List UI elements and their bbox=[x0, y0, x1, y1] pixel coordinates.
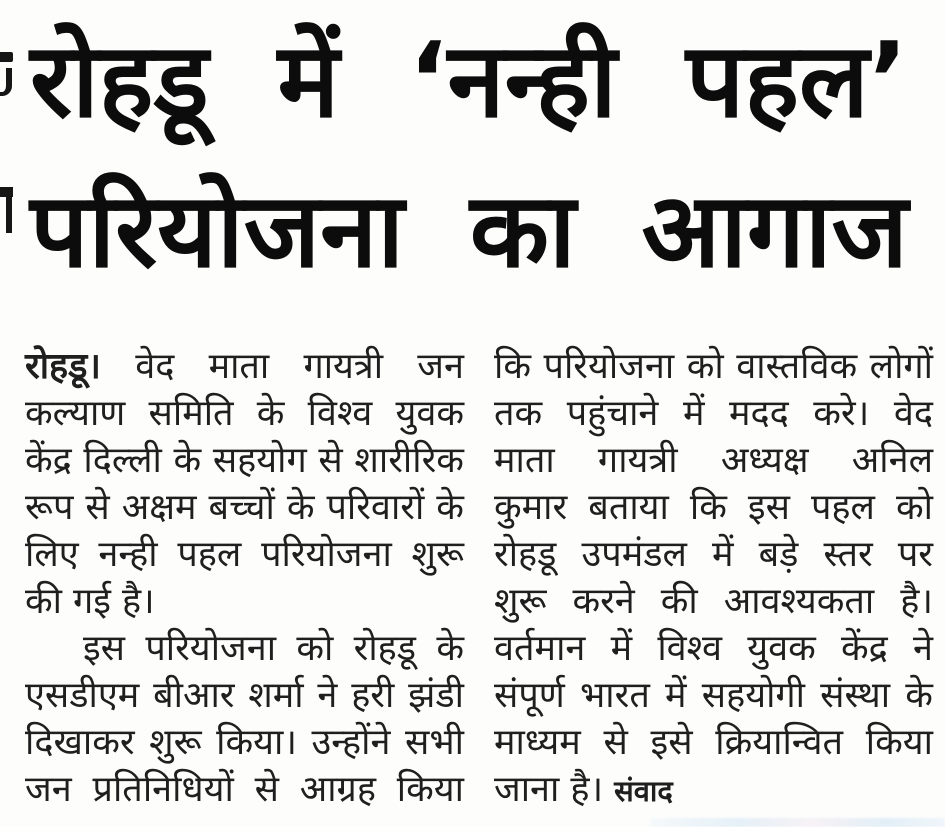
word: पहुंचाने bbox=[566, 393, 659, 434]
word: की bbox=[25, 581, 62, 622]
word: के bbox=[256, 393, 285, 434]
word: परियोजना bbox=[543, 346, 675, 387]
word: परिवारों bbox=[326, 487, 425, 528]
word: माध्यम bbox=[494, 722, 581, 763]
word: दिखाकर bbox=[25, 722, 135, 763]
word: झंडी bbox=[408, 675, 464, 716]
word: बताया bbox=[588, 487, 669, 528]
word: किया। bbox=[216, 722, 297, 763]
word: के bbox=[436, 487, 464, 528]
word: आगाज bbox=[641, 171, 908, 291]
correspondent-credit: संवाद bbox=[614, 774, 673, 808]
word: केंद्र bbox=[25, 440, 72, 481]
word: तक bbox=[494, 393, 543, 434]
word: युवक bbox=[747, 628, 816, 669]
word: है। bbox=[121, 581, 155, 622]
word: विश्व bbox=[657, 628, 722, 669]
word: वास्तविक bbox=[736, 346, 858, 387]
text-line bbox=[25, 719, 464, 766]
text-line bbox=[494, 625, 933, 672]
print-bleed-artifact bbox=[650, 818, 945, 827]
text-line bbox=[494, 437, 933, 484]
word: कल्याण bbox=[25, 393, 126, 434]
text-line bbox=[494, 343, 933, 390]
text-line bbox=[25, 343, 464, 390]
word: में bbox=[277, 21, 340, 141]
word: के bbox=[905, 675, 933, 716]
word: के bbox=[286, 487, 315, 528]
word: सहयोग bbox=[212, 440, 307, 481]
word: करने bbox=[572, 581, 635, 622]
word: इस bbox=[747, 487, 790, 528]
text-line bbox=[25, 625, 464, 672]
cropped-text-fragment bbox=[0, 52, 13, 62]
text-line bbox=[494, 390, 933, 437]
word: विश्व bbox=[307, 393, 373, 434]
cropped-text-fragment bbox=[0, 187, 13, 197]
text-line bbox=[25, 437, 464, 484]
word: शर्मा bbox=[248, 675, 304, 716]
word: लिए bbox=[25, 534, 79, 575]
word: हरी bbox=[351, 675, 395, 716]
text-line bbox=[25, 672, 464, 719]
word: करे। bbox=[813, 393, 870, 434]
word: जन bbox=[25, 769, 72, 810]
text-line bbox=[494, 719, 933, 766]
word: शुरू bbox=[411, 534, 464, 575]
word: सहयोगी bbox=[701, 675, 805, 716]
word: शुरू bbox=[149, 722, 202, 763]
word: की bbox=[660, 581, 698, 622]
word: उपमंडल bbox=[581, 534, 687, 575]
word: युवक bbox=[395, 393, 464, 434]
word: इस bbox=[83, 628, 126, 669]
word: जन bbox=[417, 346, 464, 387]
word: एसडीएम bbox=[25, 675, 140, 716]
article-column-left bbox=[25, 343, 464, 813]
word: संस्था bbox=[820, 675, 891, 716]
word: को bbox=[895, 487, 933, 528]
word: माता bbox=[208, 346, 270, 387]
word: कुमार bbox=[494, 487, 568, 528]
word: दिल्ली bbox=[83, 440, 162, 481]
dateline: रोहडू। bbox=[25, 346, 102, 387]
word: गई bbox=[72, 581, 111, 622]
word: अक्षम bbox=[121, 487, 197, 528]
text-line bbox=[494, 484, 933, 531]
word: नन्ही bbox=[98, 534, 158, 575]
word: से bbox=[318, 440, 343, 481]
headline bbox=[30, 6, 908, 306]
word: स्तर bbox=[823, 534, 873, 575]
headline-line bbox=[30, 156, 908, 306]
word: रूप bbox=[25, 487, 74, 528]
text-line bbox=[25, 766, 464, 813]
word: रोहडू bbox=[494, 534, 557, 575]
word: में bbox=[665, 675, 687, 716]
word: किया bbox=[865, 722, 933, 763]
word: शारीरिक bbox=[354, 440, 464, 481]
word: वेद bbox=[135, 346, 175, 387]
word: में bbox=[682, 393, 705, 434]
headline-line bbox=[30, 6, 908, 156]
word: केंद्र bbox=[840, 628, 888, 669]
word: बीआर bbox=[153, 675, 235, 716]
word: अनिल bbox=[851, 440, 933, 481]
word: में bbox=[610, 628, 633, 669]
word: के bbox=[436, 628, 464, 669]
word: पहल’ bbox=[685, 21, 908, 141]
word: से bbox=[85, 487, 110, 528]
word: भारत bbox=[579, 675, 650, 716]
word: है। bbox=[900, 581, 933, 622]
word: कि bbox=[494, 346, 531, 387]
word: से bbox=[603, 722, 628, 763]
word: शुरू bbox=[494, 581, 547, 622]
word: उन्होंने bbox=[311, 722, 391, 763]
word: परियोजना bbox=[145, 628, 277, 669]
word: इसे bbox=[650, 722, 693, 763]
text-line bbox=[494, 672, 933, 719]
word: पहल bbox=[177, 534, 242, 575]
word: पहल bbox=[810, 487, 875, 528]
word: जाना bbox=[494, 769, 560, 810]
article-body bbox=[25, 343, 933, 813]
word: परियोजना bbox=[261, 534, 392, 575]
word: रोहडू bbox=[30, 21, 209, 141]
word: को bbox=[686, 346, 724, 387]
word: रोहडू bbox=[353, 628, 417, 669]
article-column-right bbox=[494, 343, 933, 813]
word: गायत्री bbox=[303, 346, 384, 387]
word: माता bbox=[494, 440, 555, 481]
word: के bbox=[173, 440, 202, 481]
word: सभी bbox=[404, 722, 464, 763]
word: मदद bbox=[728, 393, 789, 434]
text-line bbox=[25, 578, 464, 625]
word: ने bbox=[317, 675, 338, 716]
text-line bbox=[494, 766, 933, 813]
word: परियोजना bbox=[30, 171, 404, 291]
word: को bbox=[296, 628, 334, 669]
word: बच्चों bbox=[208, 487, 275, 528]
word: प्रतिनिधियों bbox=[92, 769, 234, 810]
word: से bbox=[254, 769, 279, 810]
word: क्रियान्वित bbox=[715, 722, 844, 763]
word: समिति bbox=[148, 393, 234, 434]
text-line bbox=[494, 578, 933, 625]
word: अध्यक्ष bbox=[720, 440, 809, 481]
text-line bbox=[25, 390, 464, 437]
word: वर्तमान bbox=[494, 628, 586, 669]
word: ‘नन्ही bbox=[408, 21, 617, 141]
text-line bbox=[25, 531, 464, 578]
word: पर bbox=[897, 534, 933, 575]
word: बड़े bbox=[758, 534, 799, 575]
word: लोगों bbox=[869, 346, 933, 387]
word: आग्रह bbox=[299, 769, 376, 810]
word: ने bbox=[912, 628, 933, 669]
word: किया bbox=[396, 769, 464, 810]
word: में bbox=[711, 534, 734, 575]
text-line bbox=[25, 484, 464, 531]
word: आवश्यकता bbox=[723, 581, 875, 622]
word: कि bbox=[689, 487, 727, 528]
word: वेद bbox=[893, 393, 933, 434]
word: है। bbox=[570, 769, 604, 810]
word: का bbox=[469, 171, 576, 291]
text-line bbox=[494, 531, 933, 578]
word: संपूर्ण bbox=[494, 675, 565, 716]
word: गायत्री bbox=[597, 440, 678, 481]
